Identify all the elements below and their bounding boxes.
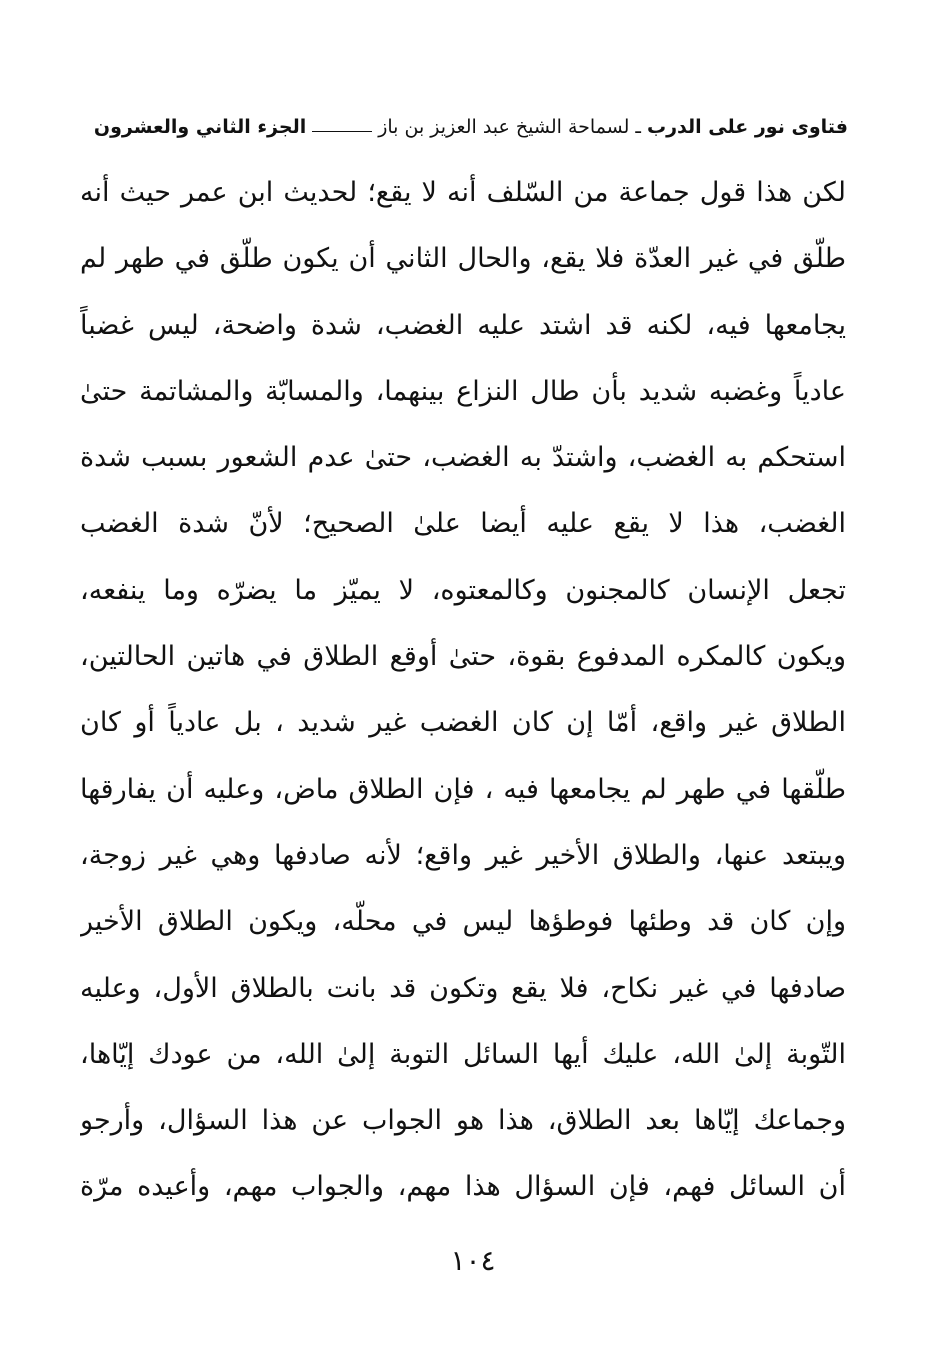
text-line: عادياً وغضبه شديد بأن طال النزاع بينهما، والمسابّة والمشاتمة حتىٰ — [80, 375, 846, 407]
series-title: فتاوى نور على الدرب — [647, 116, 848, 138]
text-line: ويكون كالمكره المدفوع بقوة، حتىٰ أوقع الطلاق في هاتين الحالتين، — [80, 641, 846, 673]
running-header — [78, 112, 848, 142]
text-line: الغضب، هذا لا يقع عليه أيضا علىٰ الصحيح؛ لأنّ شدة الغضب — [80, 508, 846, 540]
text-line: أن السائل فهم، فإن السؤال هذا مهم، والجواب مهم، وأعيده مرّة — [80, 1171, 846, 1203]
text-line: الطلاق غير واقع، أمّا إن كان الغضب غير شديد ، بل عادياً أو كان — [80, 707, 846, 739]
header-rule — [312, 131, 372, 132]
volume-title: الجزء الثاني والعشرون — [93, 116, 307, 138]
text-line: يجامعها فيه، لكنه قد اشتد عليه الغضب، شدة واضحة، ليس غضباً — [80, 309, 846, 341]
text-line: وجماعك إيّاها بعد الطلاق، هذا هو الجواب عن هذا السؤال، وأرجو — [80, 1105, 846, 1137]
header-dash: ـ — [635, 116, 641, 138]
text-line: صادفها في غير نكاح، فلا يقع وتكون قد بانت بالطلاق الأول، وعليه — [80, 972, 846, 1004]
text-line: التّوبة إلىٰ الله، عليك أيها السائل التوبة إلىٰ الله، من عودك إيّاها، — [80, 1038, 846, 1070]
body-text — [80, 160, 846, 1221]
text-line: ويبتعد عنها، والطلاق الأخير غير واقع؛ لأنه صادفها وهي غير زوجة، — [80, 839, 846, 871]
text-line: تجعل الإنسان كالمجنون وكالمعتوه، لا يميّز ما يضرّه وما ينفعه، — [80, 574, 846, 606]
text-line: لكن هذا قول جماعة من السّلف أنه لا يقع؛ لحديث ابن عمر حيث أنه — [80, 177, 846, 208]
author-credit: لسماحة الشيخ عبد العزيز بن باز — [378, 116, 630, 138]
text-line: طلّقها في طهر لم يجامعها فيه ، فإن الطلاق ماض، وعليه أن يفارقها — [80, 773, 846, 805]
text-line: استحكم به الغضب، واشتدّ به الغضب، حتىٰ عدم الشعور بسبب شدة — [80, 442, 846, 474]
text-line: وإن كان قد وطئها فوطؤها ليس في محلّه، ويكون الطلاق الأخير — [80, 906, 846, 938]
text-line: طلّق في غير العدّة فلا يقع، والحال الثاني أن يكون طلّق في طهر لم — [80, 243, 846, 275]
page-number: ١٠٤ — [450, 1244, 496, 1277]
